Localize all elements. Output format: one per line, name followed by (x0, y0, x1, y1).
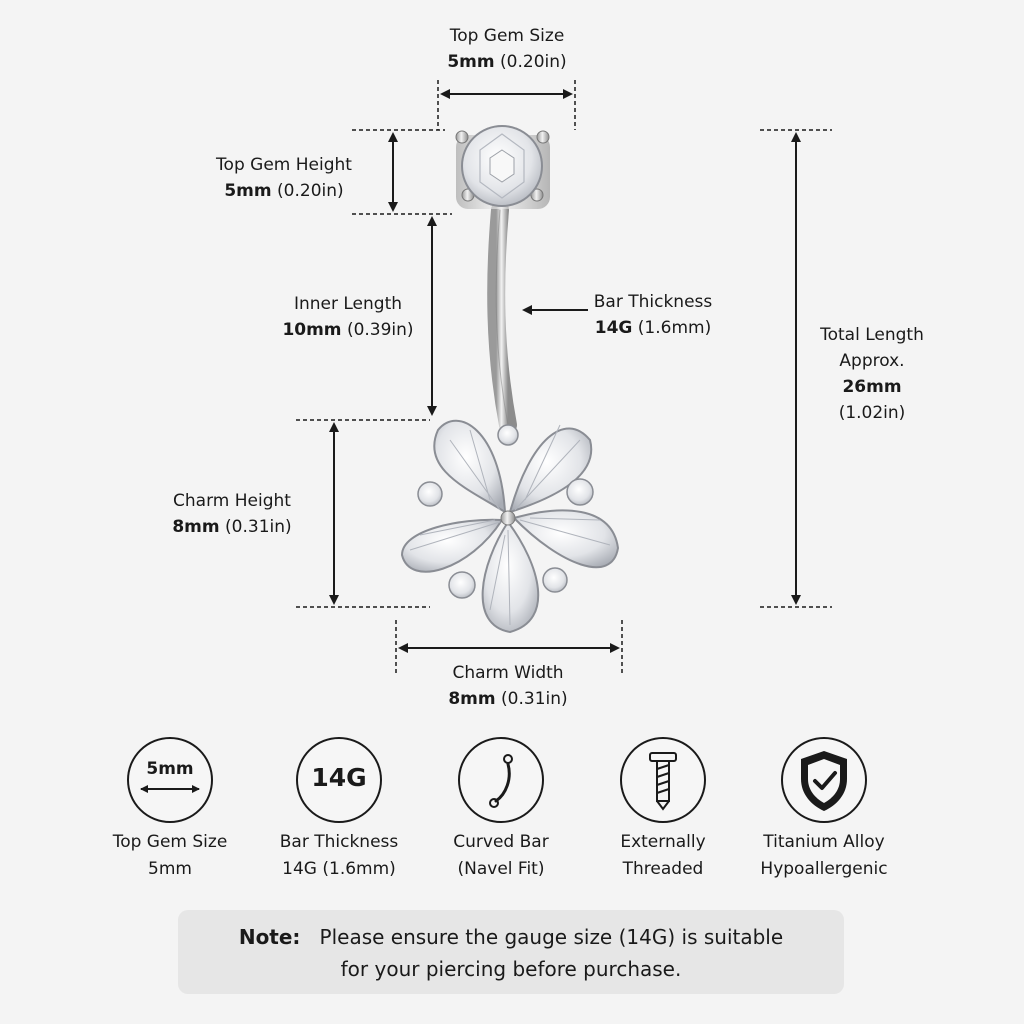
top-gem-height-in: (0.20in) (277, 181, 344, 201)
bar-thickness-label (594, 289, 713, 341)
top-gem-size-label (447, 23, 566, 75)
total-length-mm: 26mm (842, 377, 902, 397)
curved-bar-icon (458, 737, 544, 823)
feature-curved-bar-line2: (Navel Fit) (457, 859, 545, 879)
top-gem-size-mm: 5mm (447, 52, 495, 72)
bar-thickness-mm: (1.6mm) (637, 318, 712, 338)
note-line-2 (178, 954, 844, 984)
gauge-icon-text: 14G (311, 763, 367, 792)
feature-bar-thickness-line1: Bar Thickness (279, 832, 399, 852)
feature-bar-thickness-line2: 14G (1.6mm) (282, 859, 396, 879)
feature-titanium-line2: Hypoallergenic (760, 859, 888, 879)
feature-label-curved-bar (421, 829, 581, 883)
note-text-line2: for your piercing before purchase. (340, 957, 682, 981)
top-gem-height-title: Top Gem Height (216, 155, 352, 175)
belly-ring-illustration (402, 126, 618, 632)
feature-label-threaded (583, 829, 743, 883)
bar-thickness-title: Bar Thickness (593, 292, 713, 312)
top-gem-size-dimension (438, 80, 575, 130)
note-text-line1: Please ensure the gauge size (14G) is suitable (319, 925, 784, 949)
feature-threaded-line2: Threaded (622, 859, 704, 879)
inner-length-title: Inner Length (293, 294, 403, 314)
inner-length-in: (0.39in) (346, 320, 414, 340)
charm-width-title: Charm Width (452, 663, 564, 683)
total-length-approx: Approx. (839, 351, 905, 371)
total-length-in: (1.02in) (838, 403, 906, 423)
screw-icon (620, 737, 706, 823)
charm-width-mm: 8mm (448, 689, 496, 709)
charm-width-in: (0.31in) (501, 689, 568, 709)
charm-height-label (172, 488, 291, 540)
feature-gem-size-line1: Top Gem Size (112, 832, 228, 852)
gauge-icon (296, 737, 382, 823)
feature-label-titanium (744, 829, 904, 883)
top-gem-height-dimension (352, 130, 452, 214)
feature-gem-size-line2: 5mm (148, 859, 192, 879)
feature-curved-bar-line1: Curved Bar (453, 832, 549, 852)
gem-size-icon (127, 737, 213, 823)
total-length-label (820, 322, 924, 426)
feature-threaded-line1: Externally (620, 832, 706, 852)
note-label: Note: (238, 925, 301, 949)
gem-size-icon-text: 5mm (146, 759, 194, 779)
feature-label-bar-thickness (259, 829, 419, 883)
charm-height-mm: 8mm (172, 517, 220, 537)
top-gem-height-mm: 5mm (224, 181, 272, 201)
top-gem-size-in: (0.20in) (500, 52, 567, 72)
note-box (178, 910, 844, 994)
bar-thickness-gauge: 14G (594, 318, 633, 338)
feature-titanium-line1: Titanium Alloy (763, 832, 885, 852)
total-length-title: Total Length (820, 325, 924, 345)
charm-height-title: Charm Height (173, 491, 291, 511)
inner-length-mm: 10mm (282, 320, 342, 340)
top-gem (456, 126, 550, 209)
top-gem-height-label (216, 152, 352, 204)
note-line-1 (178, 922, 844, 952)
feature-label-gem-size (90, 829, 250, 883)
shield-check-icon (781, 737, 867, 823)
flower-charm (402, 421, 618, 632)
charm-width-label (448, 660, 567, 712)
top-gem-size-title: Top Gem Size (449, 26, 565, 46)
charm-height-in: (0.31in) (225, 517, 292, 537)
inner-length-label (282, 291, 413, 343)
charm-height-dimension (296, 420, 430, 607)
